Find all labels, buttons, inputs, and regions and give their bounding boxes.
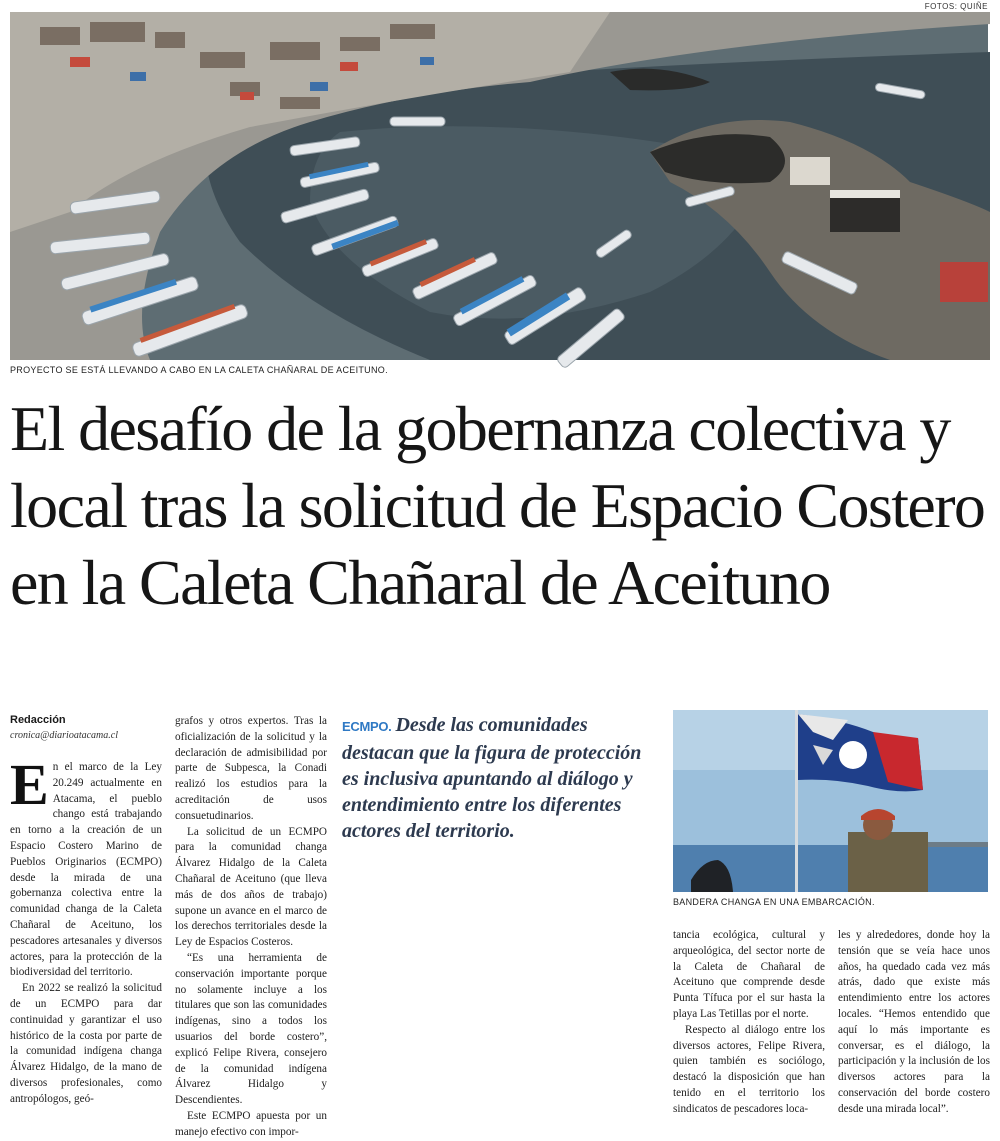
byline-author: Redacción (10, 714, 66, 726)
pull-quote-tag: ECMPO. (342, 719, 392, 734)
body-column-3 (673, 928, 825, 1118)
headline: El desafío de la gobernanza colectiva y local tras la solicitud de Espacio Costero en la Caleta Chañaral de Aceituno (10, 393, 985, 618)
body-paragraph: grafos y otros expertos. Tras la oficialización de la solicitud y la declaración de admisibilidad por parte de Subpesca, la Conadi realizó los estudios para la acreditación de usos consuetudinarios. (175, 715, 327, 822)
byline-email[interactable]: cronica@diarioatacama.cl (10, 730, 118, 741)
body-paragraph: Este ECMPO apuesta por un manejo efectivo con impor- (175, 1109, 327, 1138)
body-paragraph: “Es una herramienta de conservación importante porque no solamente incluye a los titulares que son las comunidades indígenas, sino a todos los usuarios del borde costero”, explicó Felipe Rivera, consejero de la comunidad indígena Álvarez Hidalgo y Descendientes. (175, 951, 327, 1107)
body-column-2 (175, 714, 327, 1141)
body-paragraph (10, 752, 162, 981)
flag-photo (673, 710, 988, 892)
hero-photo-caption: PROYECTO SE ESTÁ LLEVANDO A CABO EN LA CALETA CHAÑARAL DE ACEITUNO. (10, 365, 388, 375)
body-paragraph: Respecto al diálogo entre los diversos actores, Felipe Rivera, quien también es sociólogo, destacó la disposición que han tenido en el territorio los sindicatos de pescadores loca- (673, 1023, 825, 1115)
photo-credit: FOTOS: QUIÑE (924, 2, 988, 11)
pull-quote (342, 712, 642, 844)
body-paragraph: les y alrededores, donde hoy la tensión que se veía hace unos años, ha quedado cada vez más atrás, dado que existe más entendimiento entre los actores locales. “Hemos entendido que aquí lo más importante es conversar, es el diálogo, la participación y la inclusión de los diversos actores para la conservación del borde costero desde una mirada local”. (838, 929, 990, 1115)
pull-quote-text: Desde las comunidades destacan que la figura de protección es inclusiva apuntando al diálogo y entendimiento entre los diferentes actores del territorio. (342, 714, 642, 842)
drop-cap: E (10, 752, 49, 817)
body-paragraph: tancia ecológica, cultural y arqueológica, del sector norte de la Caleta de Chañaral de Aceituno que comprende desde Punta Tífuca por el sur hasta la playa Las Tetillas por el norte. (673, 929, 825, 1020)
body-paragraph: En 2022 se realizó la solicitud de un ECMPO para dar continuidad y garantizar el uso histórico de la costa por parte de la comunidad indígena changa Álvarez Hidalgo, de la mano de diversos profesionales, como antropólogos, geó- (10, 982, 162, 1105)
body-column-1 (10, 752, 162, 1108)
flag-photo-caption: BANDERA CHANGA EN UNA EMBARCACIÓN. (673, 897, 875, 907)
body-paragraph: La solicitud de un ECMPO para la comunidad changa Álvarez Hidalgo de la Caleta Chañaral de Aceituno (que lleva más de dos años de trabajo) supone un avance en el marco de los derechos territoriales desde la Ley de Espacios Costeros. (175, 825, 327, 949)
hero-photo (10, 12, 988, 360)
body-paragraph-text: n el marco de la Ley 20.249 actualmente en Atacama, el pueblo chango está trabajando en torno a la creación de un Espacio Costero Marino de Pueblos Originarios (ECMPO) desde la mirada de una gobernanza colectiva entre la comunidad changa de la Caleta Chañaral de Aceituno, los pescadores artesanales y diversos actores, para la protección de la biodiversidad del territorio. (10, 761, 162, 979)
body-column-4 (838, 928, 990, 1118)
